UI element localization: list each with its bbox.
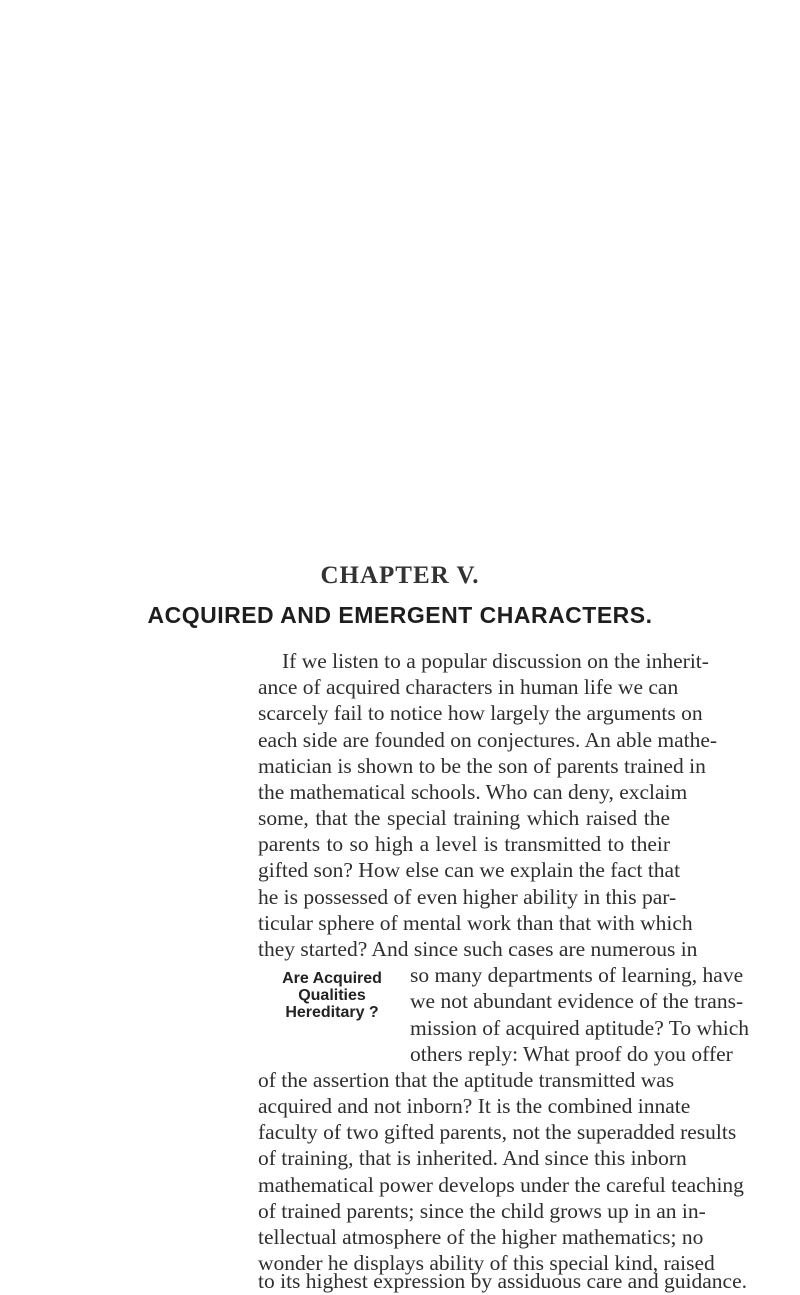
text-line: matician is shown to be the son of parents trained in	[258, 754, 706, 778]
text-line: ance of acquired characters in human life we can	[258, 675, 679, 699]
text-line: mission of acquired aptitude? To which	[410, 1016, 750, 1040]
text-line: of the assertion that the aptitude transmitted was	[258, 1068, 675, 1092]
text-line: wonder he displays ability of this special kind, raised	[258, 1251, 715, 1275]
text-line: so many departments of learning, have	[410, 963, 744, 987]
text-line: each side are founded on conjectures. An able mathe-	[258, 728, 718, 752]
margin-note-line: Are Acquired	[282, 970, 382, 987]
text-line: parents to so high a level is transmitted to their	[258, 832, 670, 856]
text-line: mathematical power develops under the careful teaching	[258, 1173, 744, 1197]
text-line: faculty of two gifted parents, not the superadded results	[258, 1120, 737, 1144]
margin-note	[262, 970, 402, 1021]
margin-note-line: Qualities	[298, 987, 366, 1004]
text-line: they started? And since such cases are numerous in	[258, 937, 698, 961]
text-line: the mathematical schools. Who can deny, exclaim	[258, 780, 688, 804]
text-line: gifted son? How else can we explain the fact that	[258, 858, 681, 882]
chapter-number: CHAPTER V.	[320, 562, 480, 589]
text-line: he is possessed of even higher ability in this par-	[258, 885, 677, 909]
text-line: we not abundant evidence of the trans-	[410, 989, 744, 1013]
text-line: of trained parents; since the child grows up in an in-	[258, 1199, 706, 1223]
chapter-title: ACQUIRED AND EMERGENT CHARACTERS.	[147, 602, 653, 628]
text-line: others reply: What proof do you offer	[410, 1042, 733, 1066]
text-line: If we listen to a popular discussion on the inherit-	[282, 649, 709, 673]
text-line: acquired and not inborn? It is the combined innate	[258, 1094, 691, 1118]
text-line: of training, that is inherited. And since this inborn	[258, 1146, 687, 1170]
text-line: scarcely fail to notice how largely the arguments on	[258, 701, 703, 725]
text-line: ticular sphere of mental work than that with which	[258, 911, 693, 935]
text-line: some, that the special training which raised the	[258, 806, 670, 830]
text-line: tellectual atmosphere of the higher mathematics; no	[258, 1225, 704, 1249]
margin-note-line: Hereditary ?	[285, 1004, 379, 1021]
text-line: to its highest expression by assiduous care and guidance.	[258, 1269, 748, 1293]
